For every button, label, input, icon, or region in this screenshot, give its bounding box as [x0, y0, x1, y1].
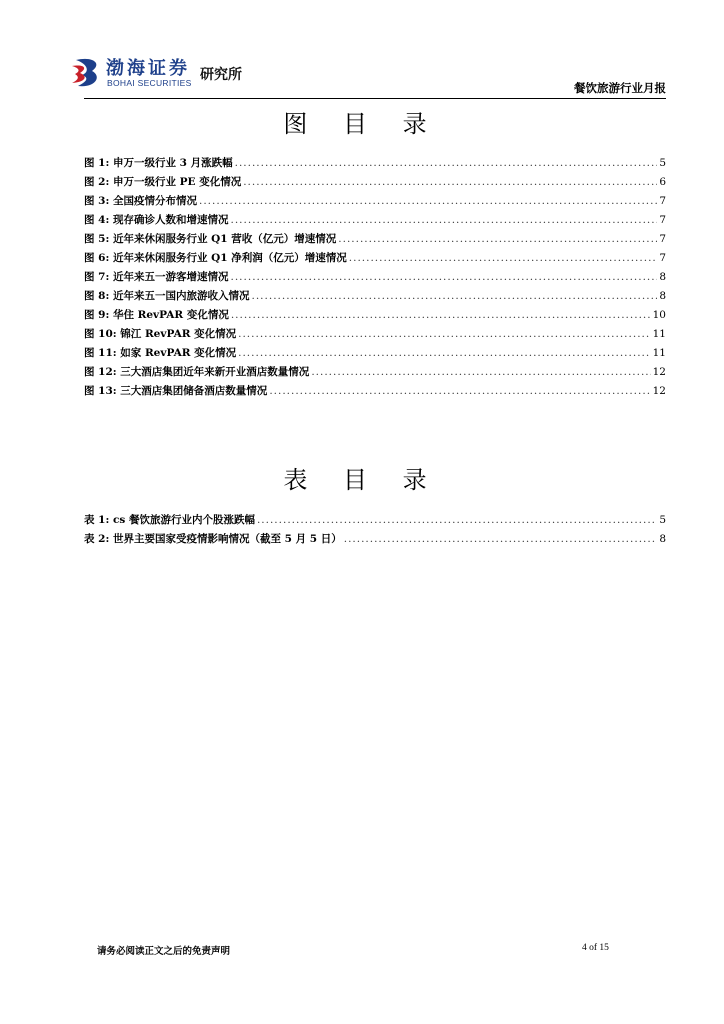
toc-entry-label: 图 6: 近年来休闲服务行业 Q1 净利润（亿元）增速情况: [84, 252, 347, 264]
toc-entry-page: 11: [652, 328, 666, 340]
toc-entry-page: 12: [652, 366, 666, 378]
footer-page-number: 4 of 15: [582, 943, 609, 953]
toc-leader-dots: [243, 176, 657, 188]
toc-entry[interactable]: [84, 231, 666, 250]
toc-leader-dots: [344, 533, 658, 545]
toc-entry-label: 图 5: 近年来休闲服务行业 Q1 营收（亿元）增速情况: [84, 233, 337, 245]
institute-name: 研究所: [200, 67, 242, 83]
toc-entry-label: 图 8: 近年来五一国内旅游收入情况: [84, 290, 250, 302]
toc-entry[interactable]: [84, 307, 666, 326]
toc-entry[interactable]: [84, 531, 666, 550]
toc-leader-dots: [349, 252, 658, 264]
toc-entry[interactable]: [84, 174, 666, 193]
toc-leader-dots: [231, 271, 658, 283]
toc-entry-label: 图 1: 申万一级行业 3 月涨跌幅: [84, 157, 233, 169]
toc-leader-dots: [238, 347, 651, 359]
toc-entry-page: 7: [659, 214, 666, 226]
toc-entry[interactable]: [84, 269, 666, 288]
toc-entry-page: 5: [659, 157, 666, 169]
toc-leader-dots: [257, 514, 657, 526]
toc-entry-page: 8: [659, 271, 666, 283]
toc-entry[interactable]: [84, 326, 666, 345]
toc-leader-dots: [311, 366, 650, 378]
toc-entry-label: 图 9: 华住 RevPAR 变化情况: [84, 309, 229, 321]
toc-entry[interactable]: [84, 364, 666, 383]
toc-leader-dots: [231, 309, 651, 321]
toc-entry-label: 表 1: cs 餐饮旅游行业内个股涨跌幅: [84, 514, 255, 526]
toc-entry[interactable]: [84, 193, 666, 212]
toc-leader-dots: [235, 157, 658, 169]
toc-leader-dots: [269, 385, 650, 397]
toc-entry-page: 8: [659, 290, 666, 302]
toc-entry[interactable]: [84, 345, 666, 364]
toc-leader-dots: [338, 233, 657, 245]
toc-entry[interactable]: [84, 155, 666, 174]
report-type: 餐饮旅游行业月报: [574, 81, 666, 95]
toc-entry-page: 6: [659, 176, 666, 188]
logo-english-name: BOHAI SECURITIES: [107, 78, 192, 88]
toc-entry-page: 10: [652, 309, 666, 321]
tables-toc-list: [84, 512, 666, 550]
toc-entry[interactable]: [84, 383, 666, 402]
toc-entry[interactable]: [84, 212, 666, 231]
toc-entry-page: 7: [659, 233, 666, 245]
toc-entry-label: 图 4: 现存确诊人数和增速情况: [84, 214, 229, 226]
toc-entry[interactable]: [84, 512, 666, 531]
toc-entry-page: 8: [659, 533, 666, 545]
header-divider: [84, 98, 666, 99]
toc-entry-page: 7: [659, 252, 666, 264]
toc-entry-label: 表 2: 世界主要国家受疫情影响情况（截至 5 月 5 日）: [84, 533, 342, 545]
toc-entry-label: 图 7: 近年来五一游客增速情况: [84, 271, 229, 283]
footer-disclaimer: 请务必阅读正文之后的免责声明: [97, 946, 231, 957]
page-header: [70, 52, 666, 98]
toc-entry-label: 图 13: 三大酒店集团储备酒店数量情况: [84, 385, 268, 397]
toc-leader-dots: [231, 214, 658, 226]
figures-toc-title: 图 目 录: [283, 110, 441, 138]
toc-entry-label: 图 11: 如家 RevPAR 变化情况: [84, 347, 237, 359]
toc-entry-page: 12: [652, 385, 666, 397]
toc-leader-dots: [252, 290, 658, 302]
toc-entry-page: 11: [652, 347, 666, 359]
toc-entry-page: 5: [659, 514, 666, 526]
figures-toc-list: [84, 155, 666, 402]
toc-entry-label: 图 2: 申万一级行业 PE 变化情况: [84, 176, 242, 188]
toc-entry[interactable]: [84, 288, 666, 307]
toc-entry-label: 图 10: 锦江 RevPAR 变化情况: [84, 328, 237, 340]
toc-leader-dots: [199, 195, 657, 207]
bohai-logo-icon: [70, 56, 104, 90]
toc-entry-page: 7: [659, 195, 666, 207]
toc-entry[interactable]: [84, 250, 666, 269]
logo-chinese-name: 渤海证券: [106, 58, 190, 79]
toc-entry-label: 图 12: 三大酒店集团近年来新开业酒店数量情况: [84, 366, 310, 378]
toc-entry-label: 图 3: 全国疫情分布情况: [84, 195, 197, 207]
toc-leader-dots: [238, 328, 651, 340]
tables-toc-title: 表 目 录: [283, 466, 441, 494]
